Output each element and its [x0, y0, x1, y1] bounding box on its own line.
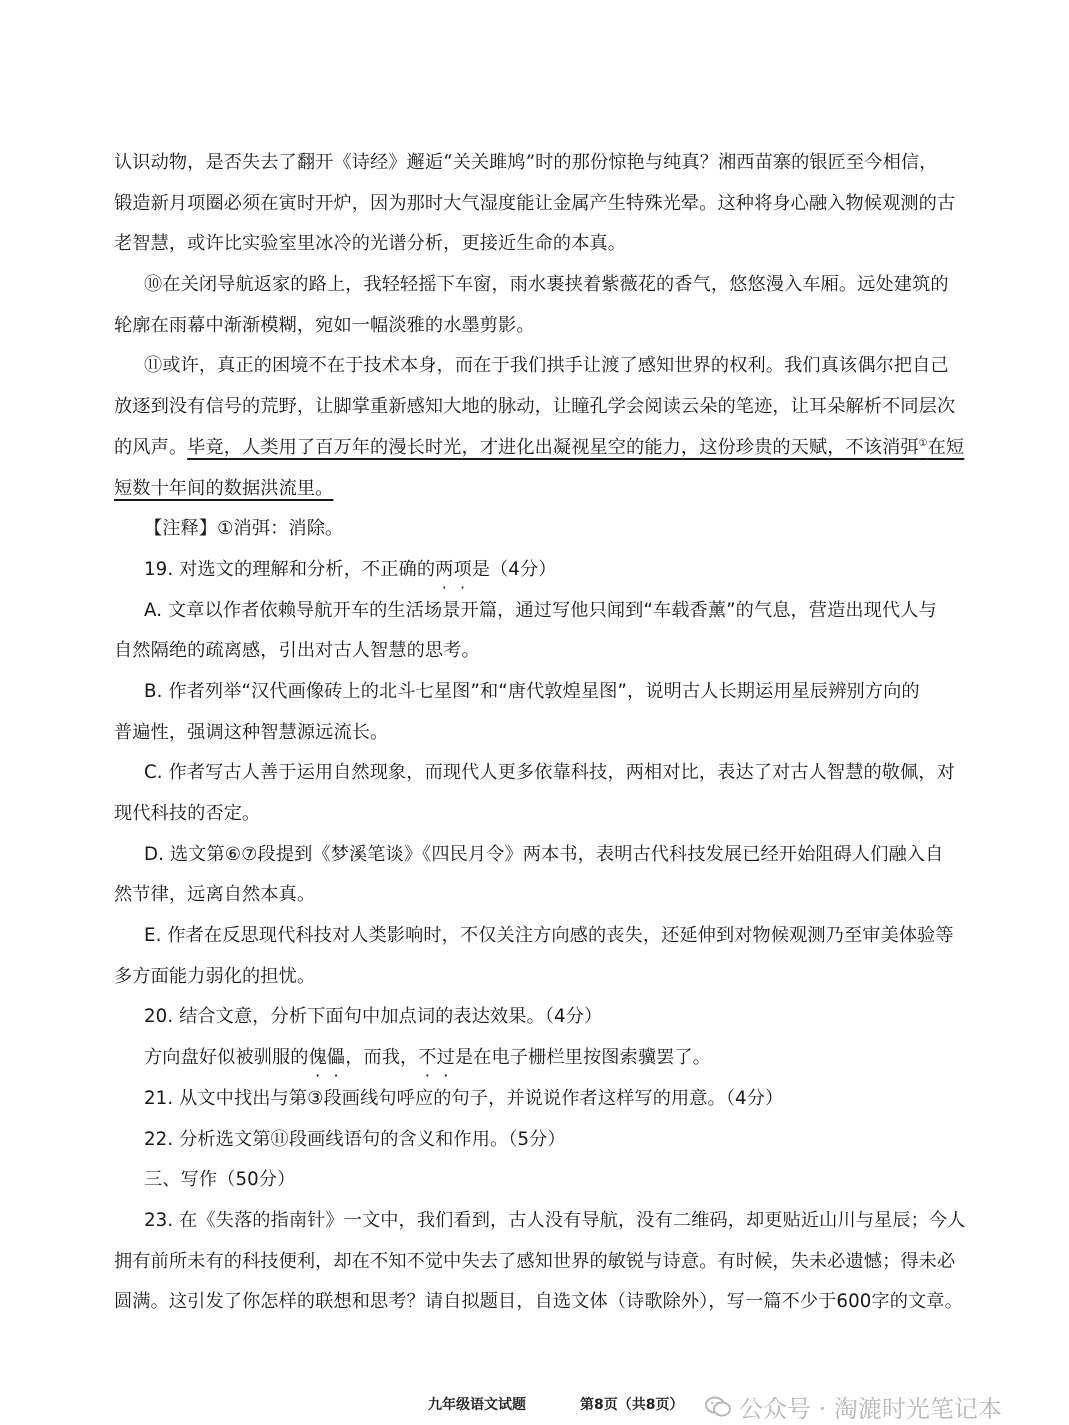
footnote: 【注释】①消弭：消除。 — [144, 518, 344, 540]
option-e-cont: 多方面能力弱化的担忧。 — [114, 965, 316, 987]
text-line: 老智慧，或许比实验室里冰冷的光谱分析，更接近生命的本真。 — [114, 233, 627, 255]
question-20-sentence — [114, 1038, 984, 1079]
emphasis-char: 项 — [453, 558, 472, 580]
wechat-icon — [705, 1395, 731, 1419]
paragraph-11-line — [114, 469, 984, 510]
underlined-sentence — [187, 437, 964, 458]
section-heading: 三、写作（50分） — [144, 1169, 296, 1191]
question-23-line: 23. 在《失落的指南针》一文中，我们看到，古人没有导航，没有二维码，却更贴近山川与星辰；今人 — [144, 1209, 966, 1231]
underlined-sentence: 短数十年间的数据洪流里。 — [114, 477, 334, 499]
emphasis-char: 过 — [436, 1047, 455, 1069]
option-b: B. 作者列举“汉代画像砖上的北斗七星图”和“唐代敦煌星图”，说明古人长期运用星辰辨别方向的 — [144, 680, 920, 702]
text-line: 认识动物，是否失去了翻开《诗经》邂逅“关关雎鸠”时的那份惊艳与纯真？湘西苗寨的银匠至今相信， — [114, 152, 938, 173]
sentence-text: 是在电子栅栏里按图索骥罢了。 — [454, 1047, 711, 1069]
footer-page-number: 第8页（共8页） — [580, 1397, 684, 1413]
sentence-text: ，而我， — [345, 1047, 419, 1069]
paragraph-11-line — [114, 428, 984, 469]
paragraph-11-line: ⑪或许，真正的困境不在于技术本身，而在于我们拱手让渡了感知世界的权利。我们真该偶尔把自己 — [144, 355, 949, 377]
footnote-marker: ① — [918, 437, 928, 449]
option-d-cont: 然节律，远离自然本真。 — [114, 884, 316, 906]
underlined-text: 毕竟，人类用了百万年的漫长时光，才进化出凝视星空的能力，这份珍贵的天赋，不该消弭 — [187, 436, 919, 458]
option-a-cont: 自然隔绝的疏离感，引出对古人智慧的思考。 — [114, 640, 480, 662]
text-line: 锻造新月项圈必须在寅时开炉，因为那时大气湿度能让金属产生特殊光晕。这种将身心融入物候观测的古 — [114, 192, 956, 214]
question-19-stem — [114, 550, 984, 591]
question-23-line: 圆满。这引发了你怎样的联想和思考？请自拟题目，自选文体（诗歌除外），写一篇不少于600字的文章。 — [114, 1291, 963, 1313]
page-content — [114, 143, 984, 1323]
option-d: D. 选文第⑥⑦段提到《梦溪笔谈》《四民月令》两本书，表明古代科技发展已经开始阻碍人们融入自 — [144, 843, 944, 865]
question-21-stem: 21. 从文中找出与第③段画线句呼应的句子，并说说作者这样写的用意。（4分） — [144, 1087, 784, 1109]
question-20-stem: 20. 结合文意，分析下面句中加点词的表达效果。（4分） — [144, 1006, 603, 1028]
emphasis-char: 儡 — [326, 1047, 346, 1069]
emphasis-char: 不 — [418, 1047, 437, 1069]
option-e: E. 作者在反思现代科技对人类影响时，不仅关注方向感的丧失，还延伸到对物候观测乃至审美体验等 — [144, 925, 954, 947]
emphasis-char: 傀 — [308, 1047, 327, 1069]
question-text: 19. 对选文的理解和分析，不正确的 — [144, 558, 436, 580]
question-23-line: 拥有前所未有的科技便利，却在不知不觉中失去了感知世界的敏锐与诗意。有时候，失未必遗憾；得未必 — [114, 1250, 956, 1272]
paragraph-11-line: 放逐到没有信号的荒野，让脚掌重新感知大地的脉动，让瞳孔学会阅读云朵的笔迹，让耳朵解析不同层次 — [114, 396, 956, 418]
plain-text: 的风声。 — [114, 436, 188, 458]
watermark-text: 公众号 · 淘漉时光笔记本 — [739, 1395, 1002, 1423]
question-text: 是（4分） — [471, 558, 557, 580]
underlined-text: 在短 — [927, 436, 965, 458]
option-c: C. 作者写古人善于运用自然现象，而现代人更多依靠科技，两相对比，表达了对古人智慧的敬佩，对 — [144, 762, 955, 784]
paragraph-10-line: ⑩在关闭导航返家的路上，我轻轻摇下车窗，雨水裹挟着紫薇花的香气，悠悠漫入车厢。远处建筑的 — [144, 274, 949, 296]
option-c-cont: 现代科技的否定。 — [114, 803, 261, 824]
sentence-text: 方向盘好似被驯服的 — [144, 1047, 309, 1069]
footer-title: 九年级语文试题 — [428, 1397, 526, 1413]
option-a: A. 文章以作者依赖导航开车的生活场景开篇，通过写他只闻到“车载香薰”的气息，营造出现代人与 — [144, 599, 937, 621]
option-b-cont: 普遍性，强调这种智慧源远流长。 — [114, 721, 389, 743]
paragraph-10-line: 轮廓在雨幕中渐渐模糊，宛如一幅淡雅的水墨剪影。 — [114, 314, 535, 336]
question-22-stem: 22. 分析选文第⑪段画线语句的含义和作用。（5分） — [144, 1128, 566, 1150]
emphasis-char: 两 — [435, 558, 454, 580]
